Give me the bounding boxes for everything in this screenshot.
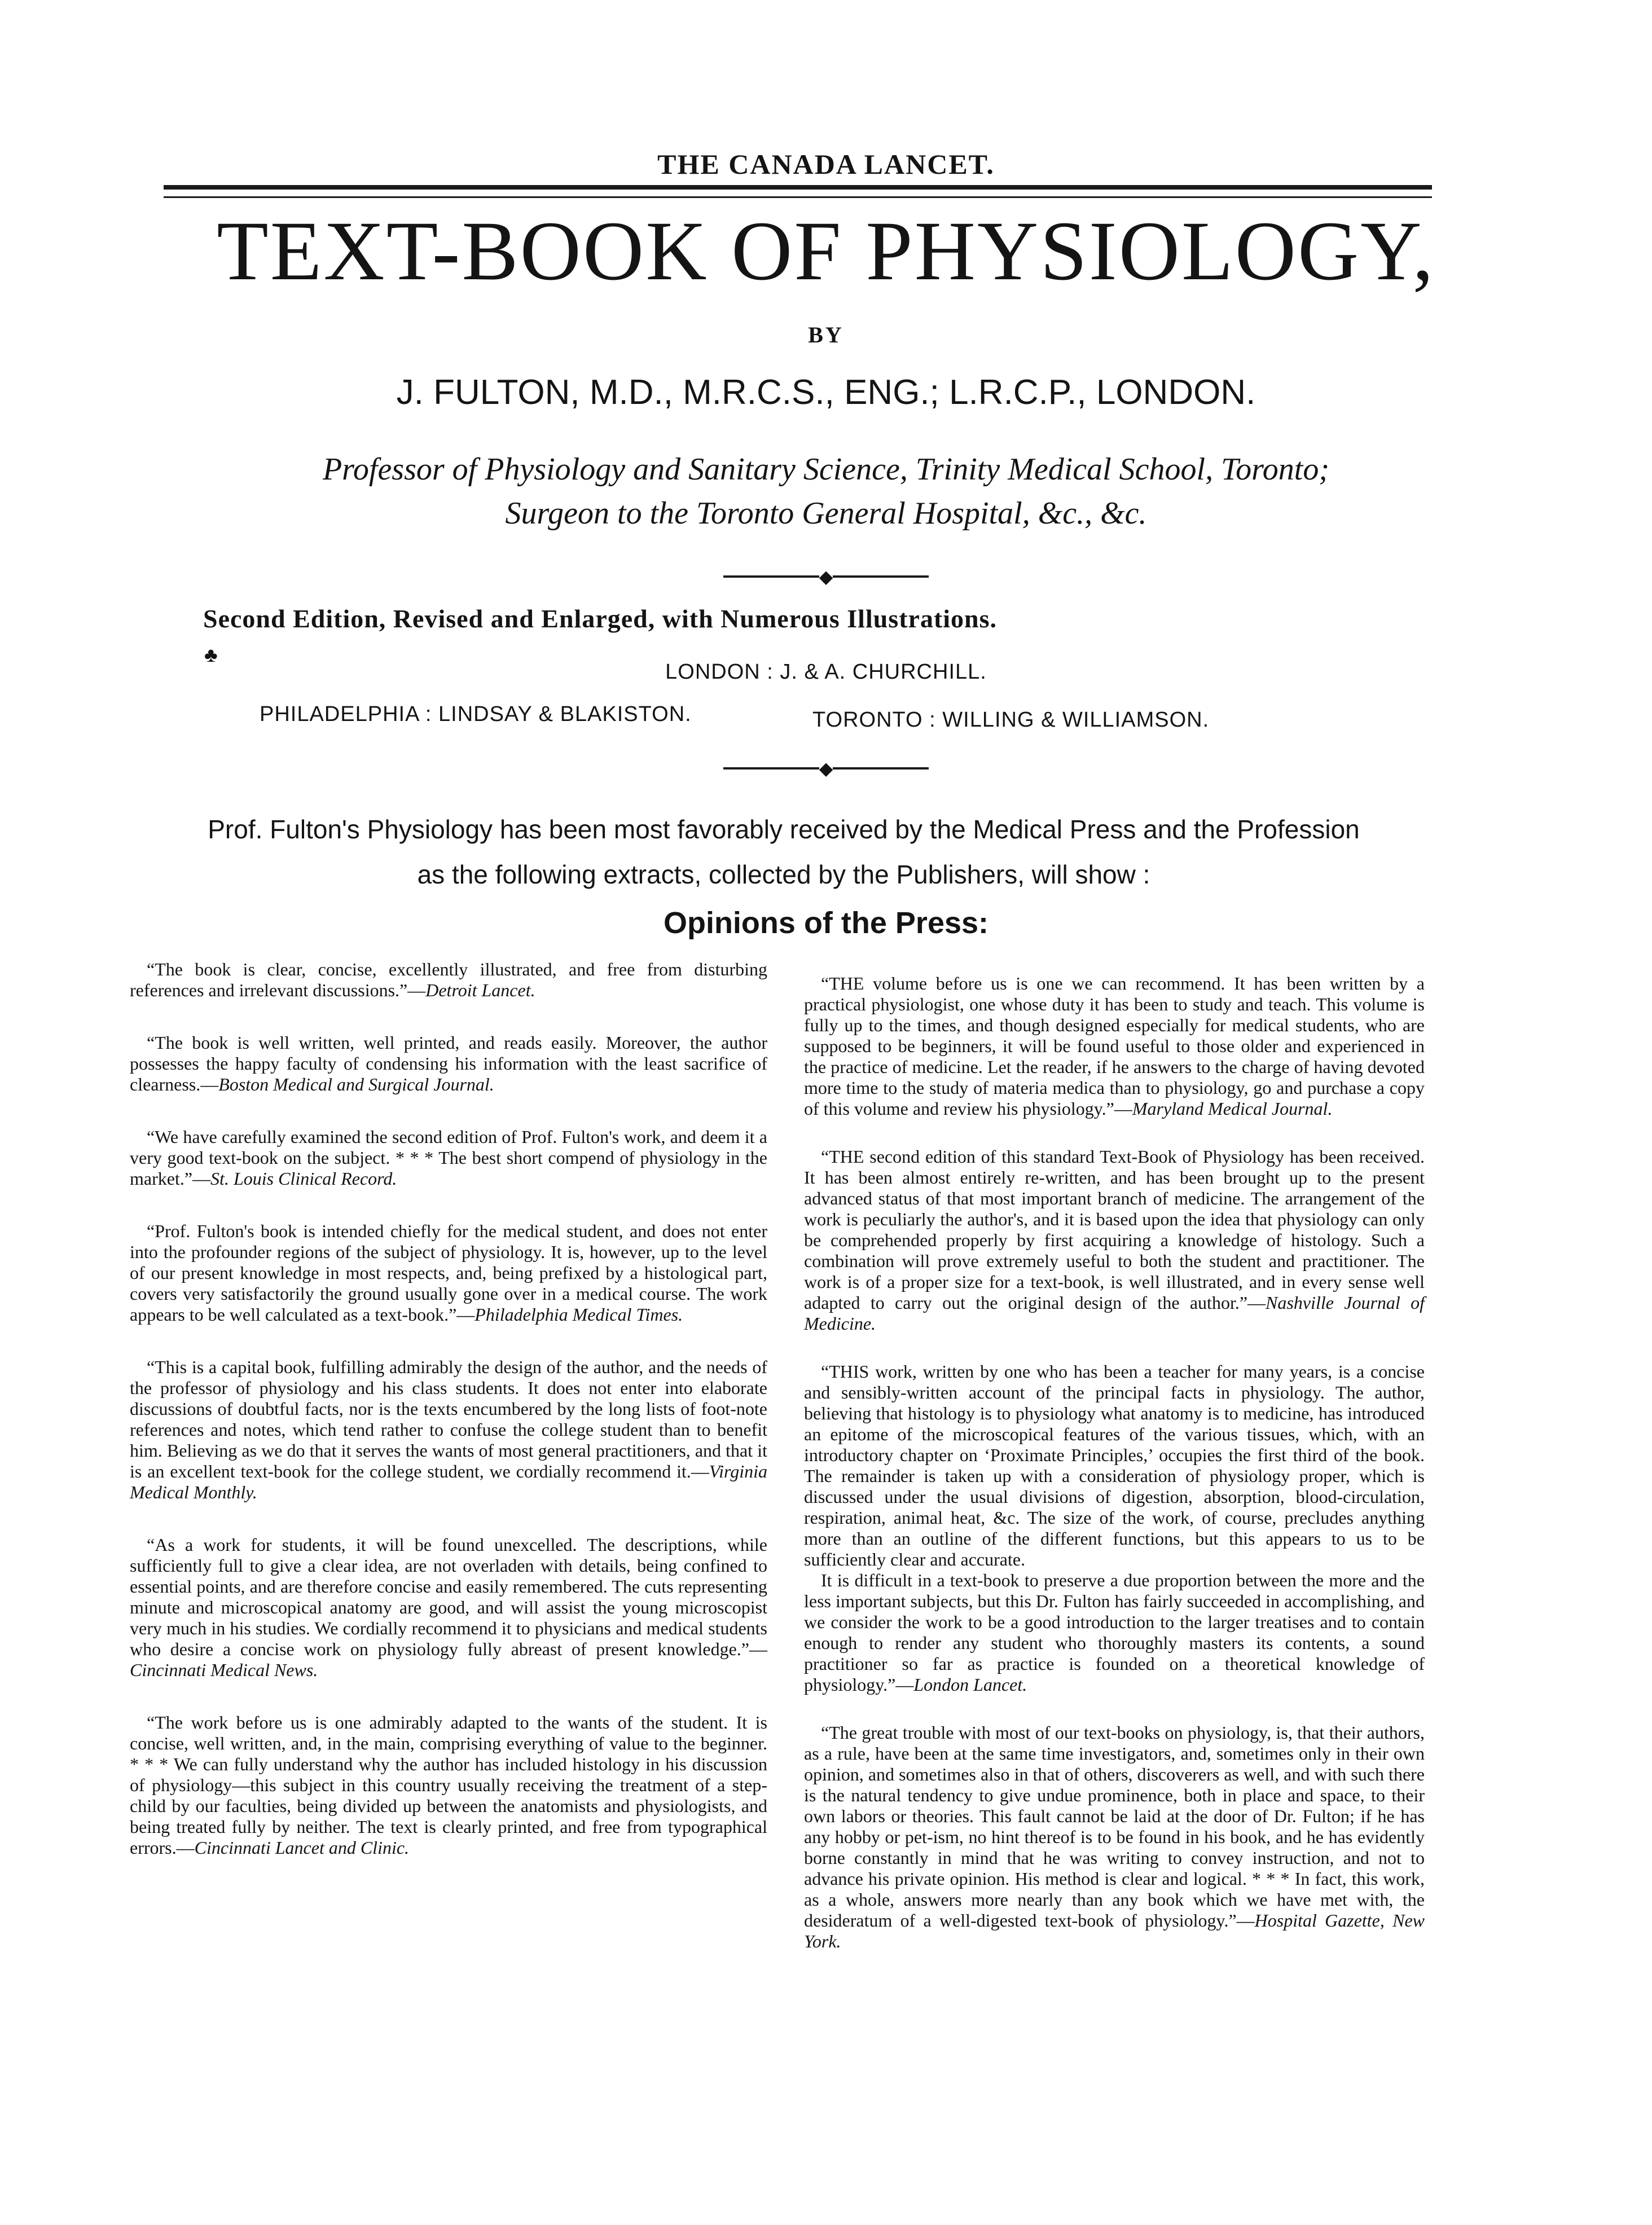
- review-quote: “The book is well written, well printed, and reads easily. Moreover, the author possesses the happy faculty of condensing his information with the least sacrifice of clearness.—Boston Medical and Surgical Journal.: [130, 1032, 767, 1094]
- header-rule-thin: [164, 196, 1432, 198]
- publisher-philadelphia: PHILADELPHIA : LINDSAY & BLAKISTON.: [260, 702, 692, 726]
- review-source: Detroit Lancet.: [425, 980, 535, 1000]
- review-quote: “The great trouble with most of our text-books on physiology, is, that their authors, as a rule, have been at the same time investigators, and, sometimes only in their own opinion, and sometimes also in that of others, discoverers as well, and with such there is the natural tendency to give undue prominence, both in place and space, to their own labors or theories. This fault cannot be laid at the door of Dr. Fulton; if he has any hobby or pet-ism, no hint thereof is to be found in his book, and he has evidently borne constantly in mind that he was writing to convey instruction, and not to advance his private opinion. His method is clear and logical. * * * In fact, this work, as a whole, answers more nearly than any book which we have met with, the desideratum of a well-digested text-book of physiology.”—Hospital Gazette, New York.: [804, 1722, 1425, 1951]
- review-source: Hospital Gazette, New York.: [804, 1910, 1425, 1951]
- review-quote: “THE volume before us is one we can recommend. It has been written by a practical physiologist, one whose duty it has been to study and teach. This volume is fully up to the times, and though designed especially for medical students, who are supposed to be beginners, it will be found useful to those older and experienced in the practice of medicine. Let the reader, if he answers to the charge of having devoted more time to the study of materia medica than to physiology, go and purchase a copy of this volume and review his physiology.”—Maryland Medical Journal.: [804, 973, 1425, 1119]
- publisher-toronto: TORONTO : WILLING & WILLIAMSON.: [812, 708, 1210, 732]
- affiliation-line-1: Professor of Physiology and Sanitary Science, Trinity Medical School, Toronto;: [322, 452, 1330, 487]
- header-rule-thick: [164, 185, 1432, 190]
- review-quote: “We have carefully examined the second edition of Prof. Fulton's work, and deem it a very good text-book on the subject. * * * The best short compend of physiology in the market.”—St. Louis Clinical Record.: [130, 1127, 767, 1189]
- affiliation-line-2: Surgeon to the Toronto General Hospital, &c., &c.: [505, 496, 1147, 531]
- intro-text: [135, 807, 1432, 897]
- review-quote: It is difficult in a text-book to preserve a due proportion between the more and the less important subjects, but this Dr. Fulton has fairly succeeded in accomplishing, and we consider the work to be a good introduction to the larger treatises and to contain enough to render any student who thoroughly masters its contents, a sound practitioner so far as practice is founded on a theoretical knowledge of physiology.”—London Lancet.: [804, 1570, 1425, 1695]
- review-quote: “Prof. Fulton's book is intended chiefly for the medical student, and does not enter into the profounder regions of the subject of physiology. It is, however, up to the level of our present knowledge in most respects, and, being prefixed by a histological part, covers very satisfactorily the ground usually gone over in a medical course. The work appears to be well calculated as a text-book.”—Philadelphia Medical Times.: [130, 1221, 767, 1325]
- review-quote: “The book is clear, concise, excellently illustrated, and free from disturbing references and irrelevant discussions.”—Detroit Lancet.: [130, 959, 767, 1000]
- review-quote: “THE second edition of this standard Text-Book of Physiology has been received. It has been almost entirely re-written, and has been brought up to the present advanced status of that most important branch of medicine. The arrangement of the work is peculiarly the author's, and it is based upon the idea that physiology can only be comprehended properly by first acquiring a knowledge of histology. Such a combination will prove extremely useful to both the student and practitioner. The work is of a proper size for a text-book, is well illustrated, and in every sense well adapted to carry out the original design of the author.”—Nashville Journal of Medicine.: [804, 1146, 1425, 1334]
- ornament-divider-2: ◆: [0, 756, 1652, 779]
- edition-note: Second Edition, Revised and Enlarged, with Numerous Illustrations.: [203, 604, 998, 633]
- review-source: Boston Medical and Surgical Journal.: [218, 1074, 494, 1094]
- review-quote: “As a work for students, it will be found unexcelled. The descriptions, while sufficiently full to give a clear idea, are not overladen with details, being confined to essential points, and are therefore concise and easily remembered. The cuts representing minute and microscopical anatomy are good, and will assist the young microscopist very much in his studies. We cordially recommend it to physicians and medical students who desire a concise work on physiology fully abreast of present knowledge.”—Cincinnati Medical News.: [130, 1534, 767, 1680]
- review-source: Virginia Medical Monthly.: [130, 1461, 767, 1502]
- left-column: [130, 959, 767, 1890]
- publisher-london: LONDON : J. & A. CHURCHILL.: [665, 660, 987, 684]
- review-source: Cincinnati Lancet and Clinic.: [194, 1837, 410, 1858]
- right-column: [804, 973, 1425, 1979]
- running-head: THE CANADA LANCET.: [657, 148, 995, 180]
- review-quote: “THIS work, written by one who has been a teacher for many years, is a concise and sensibly-written account of the principal facts in physiology. The author, believing that histology is to physiology what anatomy is to medicine, has introduced an epitome of the microscopical features of the various tissues, which, with an introductory chapter on ‘Proximate Principles,’ occupies the first third of the book. The remainder is taken up with a consideration of physiology proper, which is discussed under the usual divisions of digestion, absorption, blood-circulation, respiration, animal heat, &c. The size of the work, of course, precludes anything more than an outline of the different functions, but this appears to us to be sufficiently clear and accurate.: [804, 1361, 1425, 1569]
- intro-line-1: Prof. Fulton's Physiology has been most favorably received by the Medical Press and the Profession: [208, 815, 1360, 844]
- ornament-divider-1: ◆: [0, 564, 1652, 587]
- review-source: St. Louis Clinical Record.: [210, 1168, 397, 1189]
- opinions-heading: Opinions of the Press:: [663, 906, 989, 940]
- review-source: Maryland Medical Journal.: [1132, 1098, 1333, 1119]
- author-name: J. FULTON, M.D., M.R.C.S., ENG.; L.R.C.P., LONDON.: [396, 373, 1256, 412]
- intro-line-2: as the following extracts, collected by the Publishers, will show :: [417, 860, 1150, 889]
- by-line: BY: [808, 322, 844, 348]
- review-source: Nashville Journal of Medicine.: [804, 1292, 1425, 1334]
- review-source: Cincinnati Medical News.: [130, 1660, 318, 1680]
- review-quote: “This is a capital book, fulfilling admirably the design of the author, and the needs of the professor of physiology and his class students. It does not enter into elaborate discussions of doubtful facts, nor is the texts encumbered by the long lists of foot-note references and notes, which tend rather to confuse the college student than to benefit him. Believing as we do that it serves the wants of most general practitioners, and that it is an excellent text-book for the college student, we cordially recommend it.—Virginia Medical Monthly.: [130, 1357, 767, 1502]
- book-title: TEXT-BOOK OF PHYSIOLOGY,: [217, 204, 1435, 298]
- bullet-mark: ♣: [204, 644, 218, 666]
- review-source: Philadelphia Medical Times.: [474, 1304, 683, 1325]
- review-source: London Lancet.: [913, 1674, 1027, 1695]
- review-quote: “The work before us is one admirably adapted to the wants of the student. It is concise, well written, and, in the main, comprising everything of value to the beginner. * * * We can fully understand why the author has included histology in his discussion of physiology—this subject in this country usually receiving the treatment of a step-child by our faculties, being divided up between the anatomists and physiologists, and being treated fully by neither. The text is clearly printed, and free from typographical errors.—Cincinnati Lancet and Clinic.: [130, 1712, 767, 1858]
